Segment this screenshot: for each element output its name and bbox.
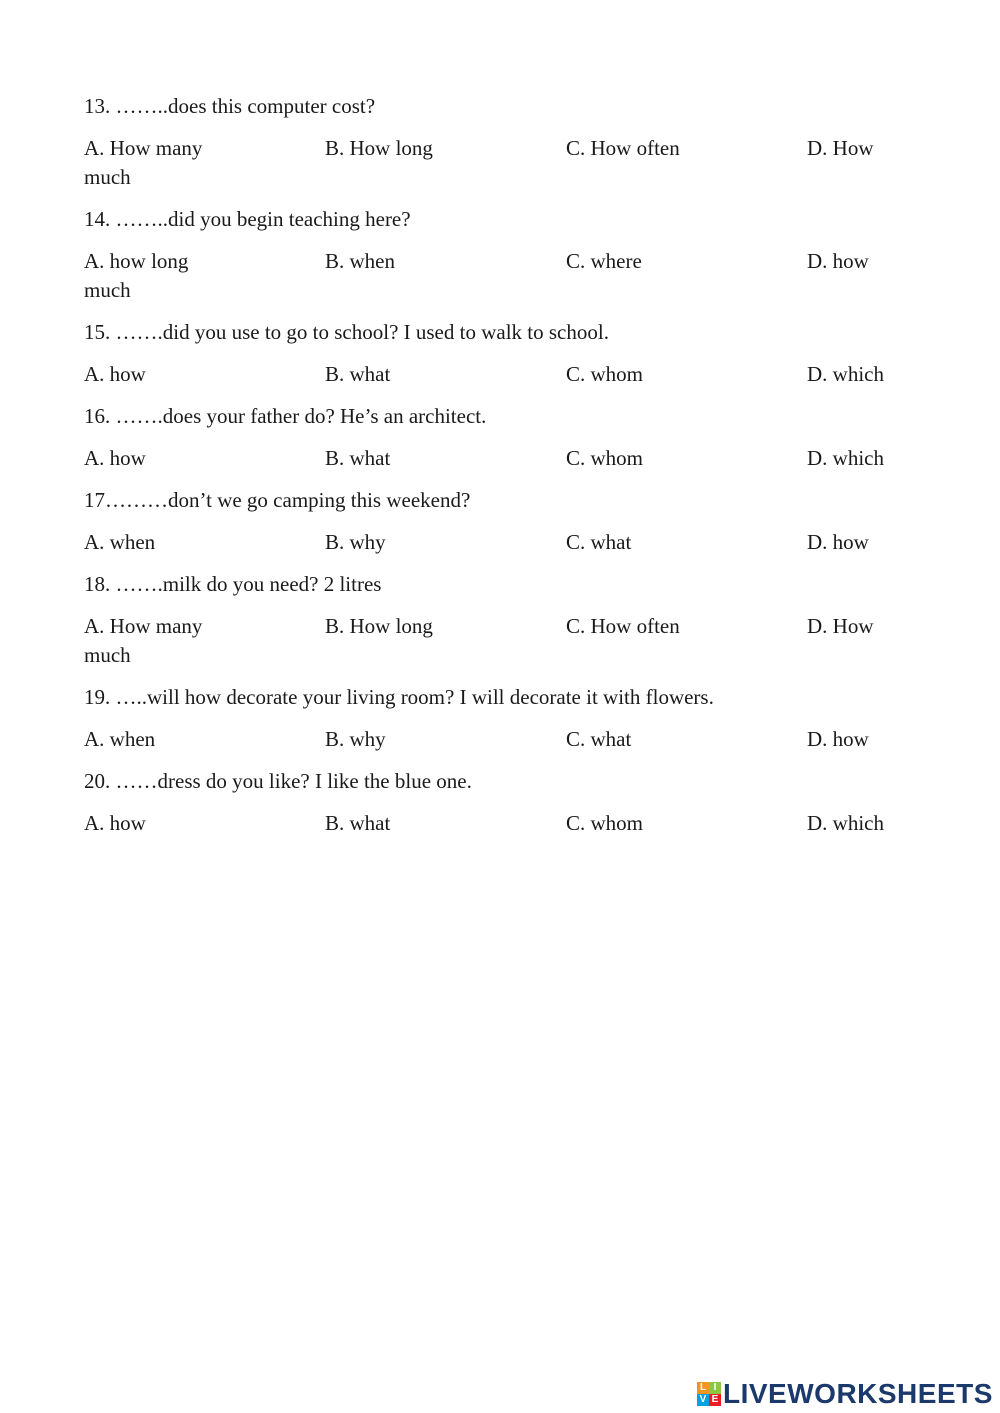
answer-options [84, 444, 944, 473]
answer-options [84, 809, 944, 838]
liveworksheets-logo [697, 1377, 993, 1411]
logo-mark-letter: E [709, 1394, 721, 1406]
answer-options [84, 528, 944, 557]
option-a[interactable]: A. how [84, 362, 146, 386]
question-text: 15. …….did you use to go to school? I used to walk to school. [84, 320, 609, 344]
option-c[interactable]: C. How often [566, 136, 680, 160]
question-text: 19. …..will how decorate your living room? I will decorate it with flowers. [84, 685, 714, 709]
logo-mark-letter: I [709, 1382, 721, 1394]
question-17 [84, 486, 944, 557]
question-text: 18. …….milk do you need? 2 litres [84, 572, 382, 596]
option-c[interactable]: C. whom [566, 811, 644, 835]
answer-options [84, 134, 944, 192]
option-a[interactable]: A. how long [84, 249, 189, 273]
option-b[interactable]: B. when [325, 249, 395, 273]
option-c[interactable]: C. what [566, 530, 632, 554]
question-16 [84, 402, 944, 473]
question-text: 14. ……..did you begin teaching here? [84, 207, 411, 231]
option-d[interactable]: D. which [807, 362, 884, 386]
option-d[interactable]: D. How [807, 614, 874, 638]
question-text: 16. …….does your father do? He’s an architect. [84, 404, 487, 428]
logo-mark-letter: L [697, 1382, 709, 1394]
option-b[interactable]: B. How long [325, 614, 433, 638]
answer-options [84, 725, 944, 754]
option-c[interactable]: C. How often [566, 614, 680, 638]
option-a[interactable]: A. how [84, 811, 146, 835]
option-a[interactable]: A. when [84, 727, 156, 751]
logo-text: LIVEWORKSHEETS [723, 1378, 993, 1409]
option-d[interactable]: D. which [807, 446, 884, 470]
option-a[interactable]: A. when [84, 530, 156, 554]
option-b[interactable]: B. what [325, 362, 391, 386]
answer-options [84, 247, 944, 305]
option-b[interactable]: B. why [325, 727, 386, 751]
question-text: 17………don’t we go camping this weekend? [84, 488, 471, 512]
option-c[interactable]: C. where [566, 249, 642, 273]
question-13 [84, 92, 944, 192]
question-20 [84, 767, 944, 838]
question-text: 13. ……..does this computer cost? [84, 94, 376, 118]
option-d[interactable]: D. how [807, 727, 869, 751]
question-15 [84, 318, 944, 389]
option-a[interactable]: A. How many [84, 136, 203, 160]
question-18 [84, 570, 944, 670]
option-d-wrap[interactable]: much [84, 278, 131, 302]
option-d-wrap[interactable]: much [84, 165, 131, 189]
logo-mark-icon [697, 1382, 721, 1406]
option-d[interactable]: D. how [807, 530, 869, 554]
option-d[interactable]: D. which [807, 811, 884, 835]
answer-options [84, 612, 944, 670]
option-d[interactable]: D. how [807, 249, 869, 273]
option-b[interactable]: B. what [325, 811, 391, 835]
option-b[interactable]: B. what [325, 446, 391, 470]
option-c[interactable]: C. what [566, 727, 632, 751]
question-19 [84, 683, 944, 754]
logo-mark-letter: V [697, 1394, 709, 1406]
option-d-wrap[interactable]: much [84, 643, 131, 667]
question-14 [84, 205, 944, 305]
option-c[interactable]: C. whom [566, 362, 644, 386]
option-a[interactable]: A. How many [84, 614, 203, 638]
option-d[interactable]: D. How [807, 136, 874, 160]
option-b[interactable]: B. why [325, 530, 386, 554]
answer-options [84, 360, 944, 389]
option-a[interactable]: A. how [84, 446, 146, 470]
option-c[interactable]: C. whom [566, 446, 644, 470]
option-b[interactable]: B. How long [325, 136, 433, 160]
question-text: 20. ……dress do you like? I like the blue one. [84, 769, 472, 793]
worksheet [84, 92, 944, 851]
